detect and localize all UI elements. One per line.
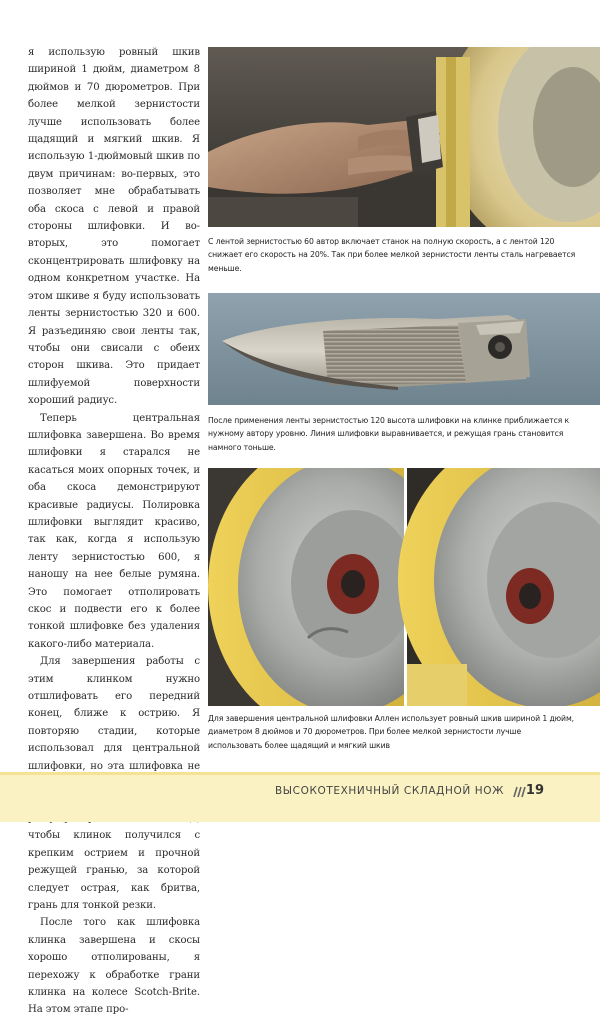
page-footer (0, 772, 600, 822)
photo-2-caption: После применения ленты зернистостью 120 высота шлифовки на клинке приближается к нужному автору уровню. Линия шлифовки выравнивается, и режущая грань становится намного тоньше. (208, 416, 570, 452)
footer-stripe (0, 772, 600, 775)
paragraph-3: Для завершения работы с этим клинком нужно отшлифовать его передний конец, ближе к острию. Я повторяю стадии, которые использовал для центральной шлифовки, но эта шлифовка не чтобы клинок получился с крепким острием и прочной режущей гранью, за которой следует острая, как бритва, грань для тонкой резки. (28, 656, 200, 911)
paragraph-2: Теперь центральная шлифовка завершена. Во время шлифовки я старался не касаться моих опорных точек, и оба скоса демонстрируют красивые радиусы. Полировка шлифовки выглядит красиво, так как, когда я использую ленту зернистостью 600, я наношу на нее белые румяна. Это помогает отполировать скос и подвести его к более тонкой шлифовке без удаления какого-либо материала. (28, 412, 200, 650)
paragraph-4: После того как шлифовка клинка завершена и скосы хорошо отполированы, я перехожу к обработке грани клинка на колесе Scotch-Brite. На этом этапе про- (28, 917, 200, 1016)
photo-3-caption: Для завершения центральной шлифовки Аллен использует ровный шкив шириной 1 дюйм, диаметром 8 дюймов и 70 дюрометров. При более мелкой зернистости лучше использовать более щадящий и мягкий шкив (208, 714, 574, 750)
paragraph-1: я использую ровный шкив шириной 1 дюйм, диаметром 8 дюймов и 70 дюрометров. При более мелкой зернистости лучше использовать более щадящий и мягкий шкив. Я использую 1-дюймовый шкив по двум причинам: во-первых, это позволяет мне обрабатывать оба скоса с левой и правой стороны шлифовки. И во-вторых, это помогает сконцентрировать шлифовку на одном конкретном участке. На этом шкиве я буду использовать ленты зернистостью 320 и 600. Я разъединяю свои ленты так, чтобы они свисали с обеих сторон шкива. Это придает шлифуемой поверхности хороший радиус. (28, 47, 200, 407)
running-title: ВЫСОКОТЕХНИЧНЫЙ СКЛАДНОЙ НОЖ (274, 785, 504, 797)
photo-1-caption: С лентой зернистостью 60 автор включает станок на полную скорость, а с лентой 120 снижает его скорость на 20%. Так при более мелкой зернистости ленты сталь нагревается меньше. (208, 237, 576, 273)
body-text-column (28, 44, 200, 1019)
knife-blade-photo (208, 293, 600, 405)
double-slash-icon (512, 786, 526, 798)
page-number: 19 (525, 783, 544, 798)
grinder-wheels-photo (208, 468, 600, 706)
hands-on-grinder-photo (208, 47, 600, 227)
